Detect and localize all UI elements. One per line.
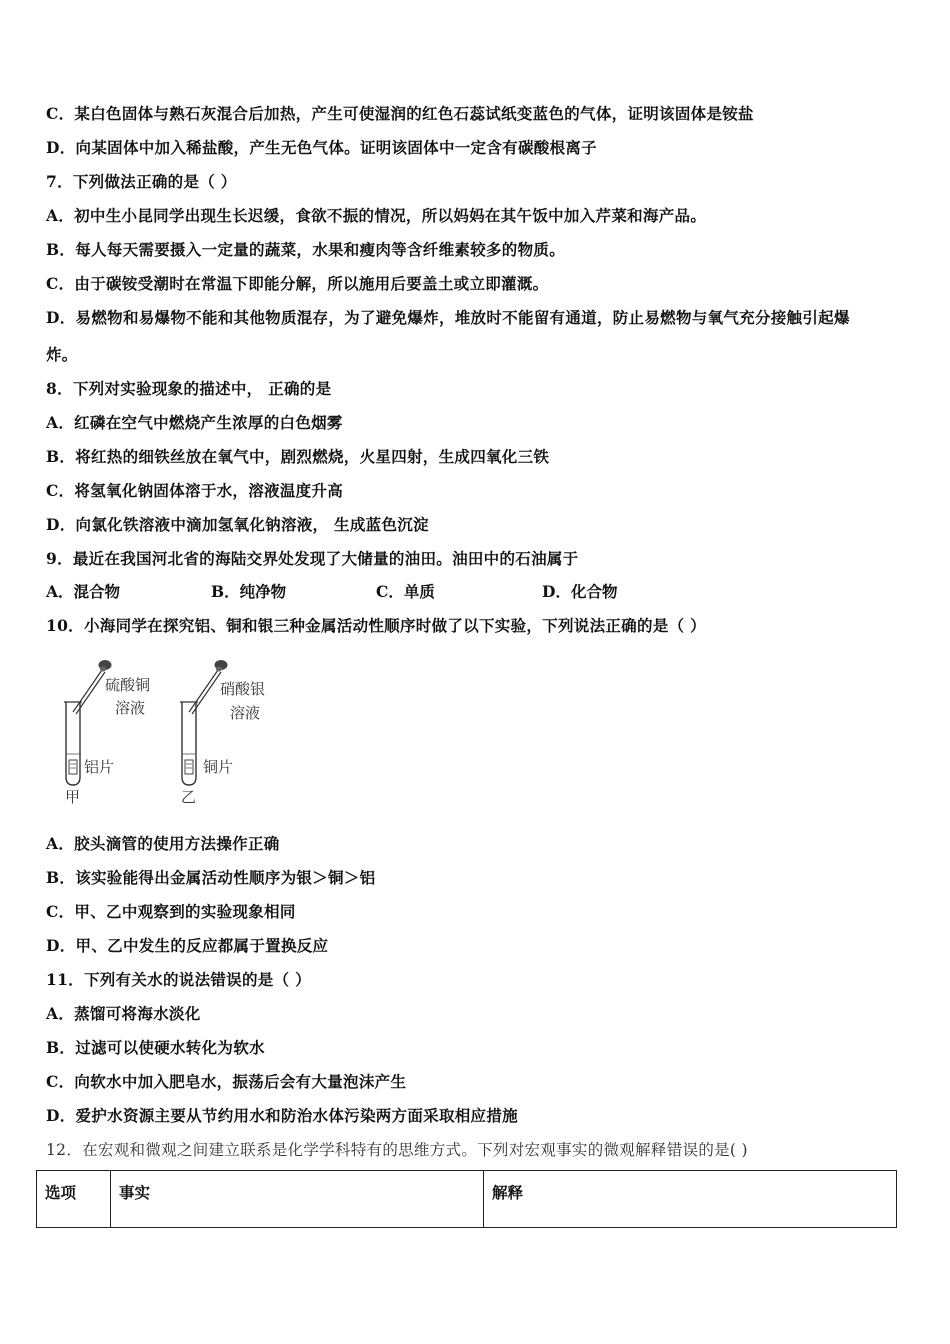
q7-option-b: B．每人每天需要摄入一定量的蔬菜，水果和瘦肉等含纤维素较多的物质。 [46,240,566,259]
q7-option-d: D．易燃物和易爆物不能和其他物质混存，为了避免爆炸，堆放时不能留有通道，防止易燃物与氧气充分接触引起爆 [46,308,850,327]
q10-option-a: A．胶头滴管的使用方法操作正确 [46,834,280,853]
table-header-row [37,1171,897,1228]
right-metal-label: 铜片 [203,758,234,776]
q10-option-b: B．该实验能得出金属活动性顺序为银＞铜＞铝 [46,868,376,887]
q7-option-c: C．由于碳铵受潮时在常温下即能分解，所以施用后要盖土或立即灌溉。 [46,274,549,293]
header-explanation: 解释 [484,1171,897,1228]
q9-stem: 9．最近在我国河北省的海陆交界处发现了大储量的油田。油田中的石油属于 [46,549,579,568]
q6-option-d: D．向某固体中加入稀盐酸，产生无色气体。证明该固体中一定含有碳酸根离子 [46,138,597,157]
tube-yi-label: 乙 [181,788,197,806]
q11-option-d: D．爱护水资源主要从节约用水和防治水体污染两方面采取相应措施 [46,1106,518,1125]
q10-option-d: D．甲、乙中发生的反应都属于置换反应 [46,936,329,955]
q10-stem: 10．小海同学在探究铝、铜和银三种金属活动性顺序时做了以下实验，下列说法正确的是（ ） [46,616,706,635]
q6-option-c: C．某白色固体与熟石灰混合后加热，产生可使湿润的红色石蕊试纸变蓝色的气体，证明该固体是铵盐 [46,104,754,123]
left-solution-label: 硫酸铜 [105,676,151,694]
q11-option-a: A．蒸馏可将海水淡化 [46,1004,201,1023]
q11-option-b: B．过滤可以使硬水转化为软水 [46,1038,265,1057]
q9-option-d: D．化合物 [542,582,618,601]
header-option: 选项 [37,1171,111,1228]
q8-option-c: C．将氢氧化钠固体溶于水，溶液温度升高 [46,481,344,500]
q7-option-d-continued: 炸。 [46,345,78,364]
q9-option-a: A．混合物 [46,582,121,601]
left-solution-label-2: 溶液 [115,699,146,717]
q9-option-b: B．纯净物 [211,582,287,601]
q10-option-c: C．甲、乙中观察到的实验现象相同 [46,902,296,921]
left-metal-label: 铝片 [84,758,115,776]
q9-option-c: C．单质 [376,582,435,601]
q7-option-a: A．初中生小昆同学出现生长迟缓，食欲不振的情况，所以妈妈在其午饭中加入芹菜和海产品。 [46,206,707,225]
q12-table [36,1170,897,1228]
q8-stem: 8．下列对实验现象的描述中， 正确的是 [46,379,332,398]
q7-stem: 7．下列做法正确的是（ ） [46,172,237,191]
q12-stem: 12．在宏观和微观之间建立联系是化学学科特有的思维方式。下列对宏观事实的微观解释错误的是( ) [46,1141,748,1159]
q8-option-a: A．红磷在空气中燃烧产生浓厚的白色烟雾 [46,413,343,432]
q11-stem: 11．下列有关水的说法错误的是（ ） [46,970,311,989]
tube-jia-label: 甲 [65,788,81,806]
header-fact: 事实 [111,1171,484,1228]
q11-option-c: C．向软水中加入肥皂水，振荡后会有大量泡沫产生 [46,1072,407,1091]
q8-option-b: B．将红热的细铁丝放在氧气中，剧烈燃烧，火星四射，生成四氧化三铁 [46,447,550,466]
experiment-figure [55,652,295,812]
right-solution-label-2: 溶液 [230,704,261,722]
right-solution-label: 硝酸银 [220,680,266,698]
q8-option-d: D．向氯化铁溶液中滴加氢氧化钠溶液， 生成蓝色沉淀 [46,515,429,534]
test-tube-diagram [55,652,295,812]
